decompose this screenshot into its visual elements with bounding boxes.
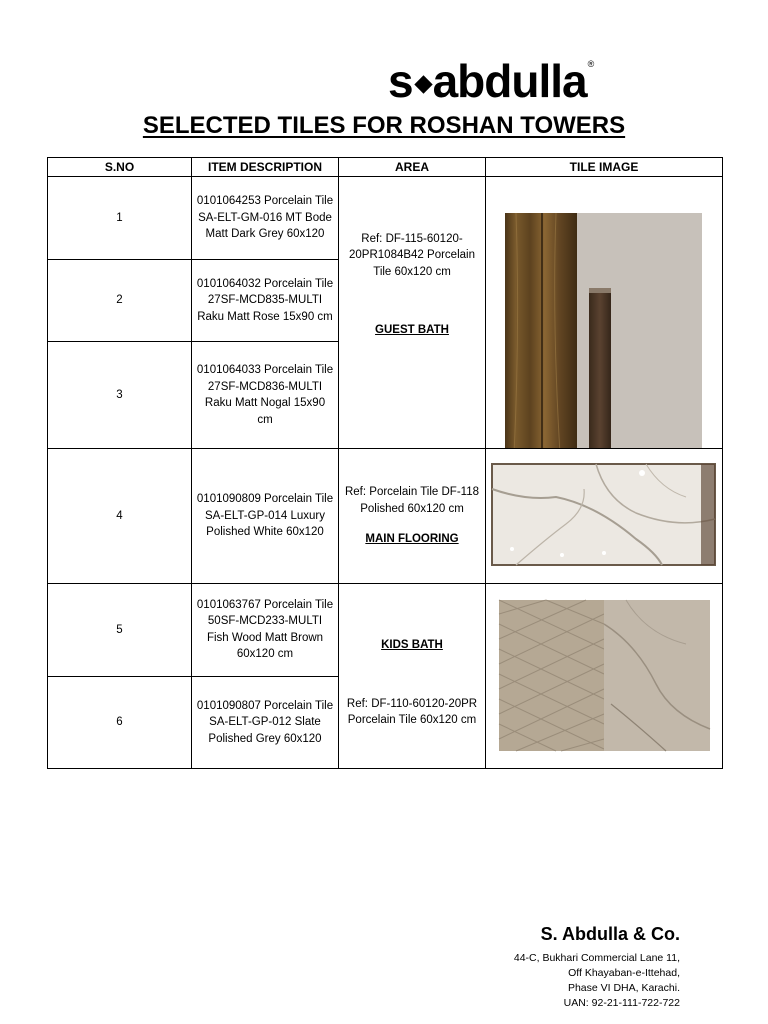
registered-mark: ® — [587, 59, 594, 69]
header-sno: S.NO — [48, 158, 192, 177]
row-description: 0101063767 Porcelain Tile 50SF-MCD233-MULTI Fish Wood Matt Brown 60x120 cm — [192, 584, 339, 677]
area-main-flooring — [339, 449, 486, 584]
row-description: 0101064253 Porcelain Tile SA-ELT-GM-016 MT Bode Matt Dark Grey 60x120 — [192, 177, 339, 260]
logo-text-prefix: s — [388, 55, 413, 107]
company-footer — [514, 924, 680, 1011]
page-title: SELECTED TILES FOR ROSHAN TOWERS — [142, 112, 626, 139]
footer-address-line: Phase VI DHA, Karachi. — [567, 982, 680, 994]
footer-uan: UAN: 92-21-111-722-722 — [563, 997, 680, 1009]
row-description: 0101064033 Porcelain Tile 27SF-MCD836-MULTI Raku Matt Nogal 15x90 cm — [192, 342, 339, 449]
area-ref: Ref: Porcelain Tile DF-118 Polished 60x120 cm — [344, 486, 479, 515]
area-label: MAIN FLOORING — [365, 533, 459, 546]
header-tile-image: TILE IMAGE — [486, 158, 723, 177]
area-label: KIDS BATH — [381, 639, 443, 652]
tile-image-guest-bath — [486, 177, 723, 449]
table-row — [48, 584, 723, 677]
row-sno: 1 — [48, 177, 192, 260]
header-area: AREA — [339, 158, 486, 177]
footer-address-line: Off Khayaban-e-Ittehad, — [568, 967, 680, 979]
table-row — [48, 177, 723, 260]
header-item-description: ITEM DESCRIPTION — [192, 158, 339, 177]
table-row — [48, 449, 723, 584]
row-sno: 3 — [48, 342, 192, 449]
row-description: 0101090809 Porcelain Tile SA-ELT-GP-014 Luxury Polished White 60x120 — [192, 449, 339, 584]
area-guest-bath — [339, 177, 486, 449]
row-sno: 4 — [48, 449, 192, 584]
row-description: 0101064032 Porcelain Tile 27SF-MCD835-MULTI Raku Matt Rose 15x90 cm — [192, 260, 339, 342]
row-sno: 2 — [48, 260, 192, 342]
logo-text-suffix: abdulla — [432, 55, 587, 107]
area-ref: Ref: DF-110-60120-20PR Porcelain Tile 60x120 cm — [346, 697, 478, 727]
row-sno: 5 — [48, 584, 192, 677]
row-description: 0101090807 Porcelain Tile SA-ELT-GP-012 Slate Polished Grey 60x120 — [192, 676, 339, 769]
company-logo — [388, 40, 688, 107]
tile-image-kids-bath — [486, 584, 723, 769]
area-ref: Ref: DF-115-60120-20PR1084B42 Porcelain Tile 60x120 cm — [349, 232, 475, 278]
area-label: GUEST BATH — [375, 324, 449, 336]
footer-company-name: S. Abdulla & Co. — [540, 924, 680, 944]
footer-address-line: 44-C, Bukhari Commercial Lane 11, — [513, 952, 680, 964]
row-sno: 6 — [48, 676, 192, 769]
tiles-table — [47, 157, 723, 769]
table-header-row — [48, 158, 723, 177]
logo-diamond-icon — [414, 75, 432, 93]
tile-image-main-flooring — [486, 449, 723, 584]
area-kids-bath — [339, 584, 486, 769]
